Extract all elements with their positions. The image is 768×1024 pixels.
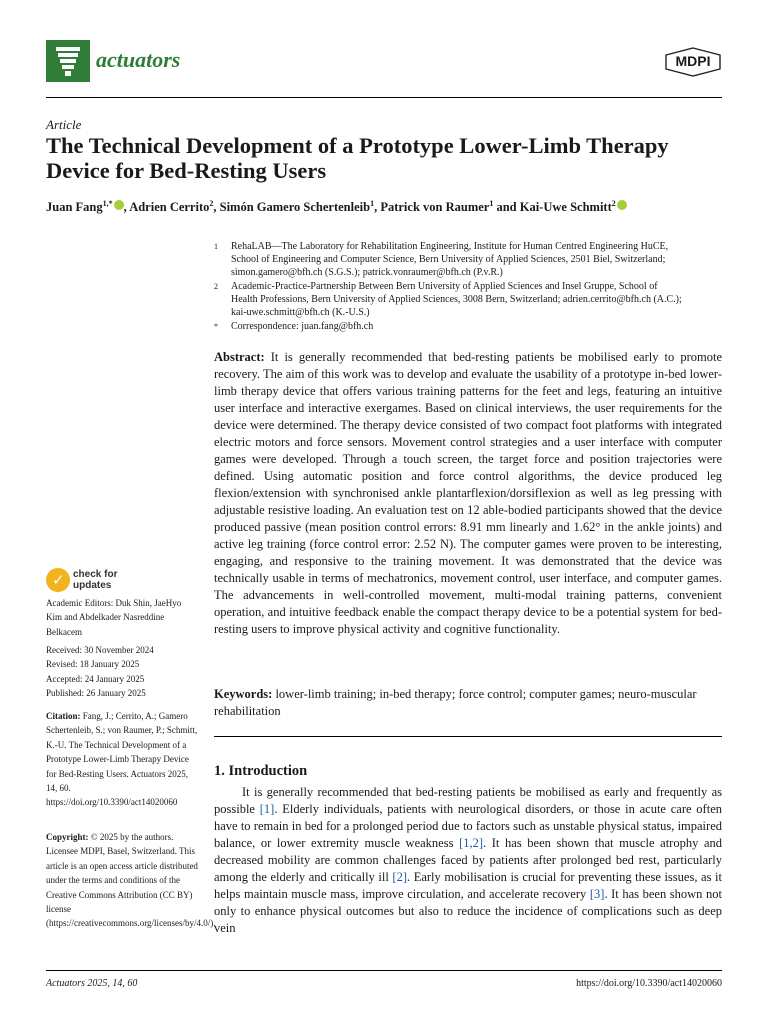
correspondence-marker: * — [214, 322, 218, 331]
citation-block — [46, 709, 198, 810]
author-affiliation-marker: 2 — [611, 199, 616, 208]
author-affiliation-marker: 1 — [370, 199, 375, 208]
accepted-date: Accepted: 24 January 2025 — [46, 673, 145, 684]
section-heading-introduction: 1. Introduction — [214, 763, 308, 779]
article-type: Article — [46, 117, 82, 132]
correspondence-email[interactable]: Correspondence: juan.fang@bfh.ch — [231, 321, 374, 332]
affiliation-line: Health Professions, Bern University of Applied Sciences, 3008 Bern, Switzerland; adrien.cerrito@bfh.ch (A.C.); — [231, 294, 682, 305]
author-name[interactable]: Juan Fang — [46, 200, 103, 215]
affiliation-line: Academic-Practice-Partnership Between Bern University of Applied Sciences and Insel Gruppe, School of — [231, 281, 658, 292]
keywords-label: Keywords: — [214, 687, 273, 701]
check-circle-icon: ✓ — [46, 568, 70, 592]
keywords — [214, 686, 722, 720]
introduction-paragraph — [214, 784, 722, 937]
updates-label: updates — [73, 580, 112, 591]
affiliation-line: kai-uwe.schmitt@bfh.ch (K.-U.S.) — [231, 307, 370, 318]
author-name[interactable]: Kai-Uwe Schmitt — [519, 200, 612, 215]
author-affiliation-marker: 1,* — [102, 199, 113, 208]
journal-logo — [46, 40, 90, 82]
abstract-text: It is generally recommended that bed-resting patients be mobilised early to promote recovery. The aim of this work was to develop and evaluate the usability of a prototype in-bed lower-limb therapy device that offers various training patterns for the feet and legs, featuring an intuitive user interface and interactive exergames. Based on clinical interviews, the user requirements for the device were determined. The therapy device consisted of two compact foot platforms with integrated electric motors and force sensors. Movement control strategies and a user interface with computer games were developed. Through a touch screen, the target force and position trajectories were defined. Using automatic position and force control algorithms, the device produced leg flexion/extension with synchronised ankle plantarflexion/dorsiflexion as well as leg pressing with adjustable resistive loading. An evaluation test on 12 able-bodied participants showed that the device produced passive (mean position control errors: 8.91 mm linearly and 1.62° in the ankle joints) and active leg training (force control error: 2.52 N). The computer games were proven to be interesting, engaging, and responsive to the training movement. It was demonstrated that the device was technically usable in terms of mechatronics, movement control, user interface, and computer games. The advancements in well-controlled movement, multi-modal training patterns, convenient operation, and intuitive feedback enable the compact therapy device to be a potential system for bed-resting users to improve physical activity and cognitive functionality. — [214, 350, 722, 636]
abstract-label: Abstract: — [214, 350, 265, 364]
body-text: . Elderly individuals, patients with neurological disorders, or those in acute care often have to remain in bed for a prolonged period due to factors such as unstable physical status, impaired balance, or lower extremity muscle weakness — [214, 802, 722, 850]
actuator-icon — [46, 40, 90, 82]
author-affiliation-marker: 1 — [489, 199, 494, 208]
author-separator: , — [213, 200, 220, 215]
published-date: Published: 26 January 2025 — [46, 688, 146, 699]
copyright-block — [46, 830, 216, 931]
author-separator: , — [123, 200, 130, 215]
affiliation-2 — [214, 280, 722, 319]
revised-date: Revised: 18 January 2025 — [46, 659, 140, 670]
received-date: Received: 30 November 2024 — [46, 645, 154, 655]
citation-text: Fang, J.; Cerrito, A.; Gamero Schertenleib, S.; von Raumer, P.; Schmitt, K.-U. The Technical Development of a Prototype Lower-Limb Therapy Device for Bed-Resting Users. Actuators 2025, 14, 60. https://doi.org/10.3390/act14020060 — [46, 711, 198, 808]
affiliation-number: 1 — [214, 242, 218, 251]
publisher-logo — [664, 47, 722, 82]
section-divider — [214, 736, 722, 737]
academic-editors: Academic Editors: Duk Shin, JaeHyo Kim and Abdelkader Nasreddine Belkacem — [46, 598, 182, 637]
body-text: . It has been shown that muscle atrophy and decreased mobility are common challenges faced by patients after prolonged bed rest, particularly among the elderly and critically ill — [214, 836, 723, 884]
citation-link[interactable]: [1] — [259, 802, 275, 816]
citation-link[interactable]: [2] — [392, 870, 407, 884]
correspondence — [214, 320, 722, 333]
header-divider — [46, 97, 722, 98]
citation-link[interactable]: [3] — [589, 887, 605, 901]
body-text: It is generally recommended that bed-resting patients be mobilised as early and frequently as possible — [214, 785, 722, 816]
orcid-icon[interactable] — [114, 200, 124, 210]
paper-title: The Technical Development of a Prototype Lower-Limb Therapy Device for Bed-Resting Users — [46, 133, 669, 183]
author-name[interactable]: Patrick von Raumer — [380, 200, 490, 215]
footer-divider — [46, 970, 722, 971]
abstract — [214, 349, 722, 638]
author-list — [46, 199, 627, 215]
affiliation-line: School of Engineering and Computer Science, Bern University of Applied Sciences, 2501 Biel, Switzerland; — [231, 254, 666, 265]
body-text: . It has been shown not only to enhance physical outcomes but also to reduce the incidence of complications such as deep vein — [214, 887, 722, 935]
body-text: . Early mobilisation is crucial for preventing these issues, as it helps maintain muscle mass, improve circulation, and accelerate recovery — [214, 870, 722, 901]
publication-dates — [46, 643, 198, 701]
copyright-text: © 2025 by the authors. Licensee MDPI, Basel, Switzerland. This article is an open access article distributed under the terms and conditions of the Creative Commons Attribution (CC BY) license (https://creativecommons.org/licenses/by/4.0/). — [46, 832, 216, 929]
footer-doi[interactable]: https://doi.org/10.3390/act14020060 — [576, 978, 722, 989]
author-separator: and — [493, 200, 520, 215]
journal-name: actuators — [96, 47, 181, 72]
citation-link[interactable]: [1,2] — [459, 836, 484, 850]
citation-label: Citation: — [46, 711, 81, 721]
check-for-label: check for — [73, 569, 118, 580]
affiliation-line: RehaLAB—The Laboratory for Rehabilitation Engineering, Institute for Human Centred Engineering HuCE, — [231, 241, 669, 252]
affiliation-line: simon.gamero@bfh.ch (S.G.S.); patrick.vonraumer@bfh.ch (P.v.R.) — [231, 267, 503, 278]
keywords-text: lower-limb training; in-bed therapy; force control; computer games; neuro-muscular rehabilitation — [214, 687, 697, 718]
copyright-label: Copyright: — [46, 832, 89, 842]
publisher-name: MDPI — [675, 53, 711, 69]
orcid-icon[interactable] — [617, 200, 627, 210]
footer-citation: Actuators 2025, 14, 60 — [46, 978, 138, 989]
check-for-updates-badge[interactable] — [46, 568, 166, 594]
author-separator: , — [374, 200, 381, 215]
author-affiliation-marker: 2 — [209, 199, 214, 208]
affiliation-1 — [214, 240, 722, 279]
author-name[interactable]: Adrien Cerrito — [129, 200, 210, 215]
author-name[interactable]: Simón Gamero Schertenleib — [219, 200, 371, 215]
affiliation-number: 2 — [214, 282, 218, 291]
